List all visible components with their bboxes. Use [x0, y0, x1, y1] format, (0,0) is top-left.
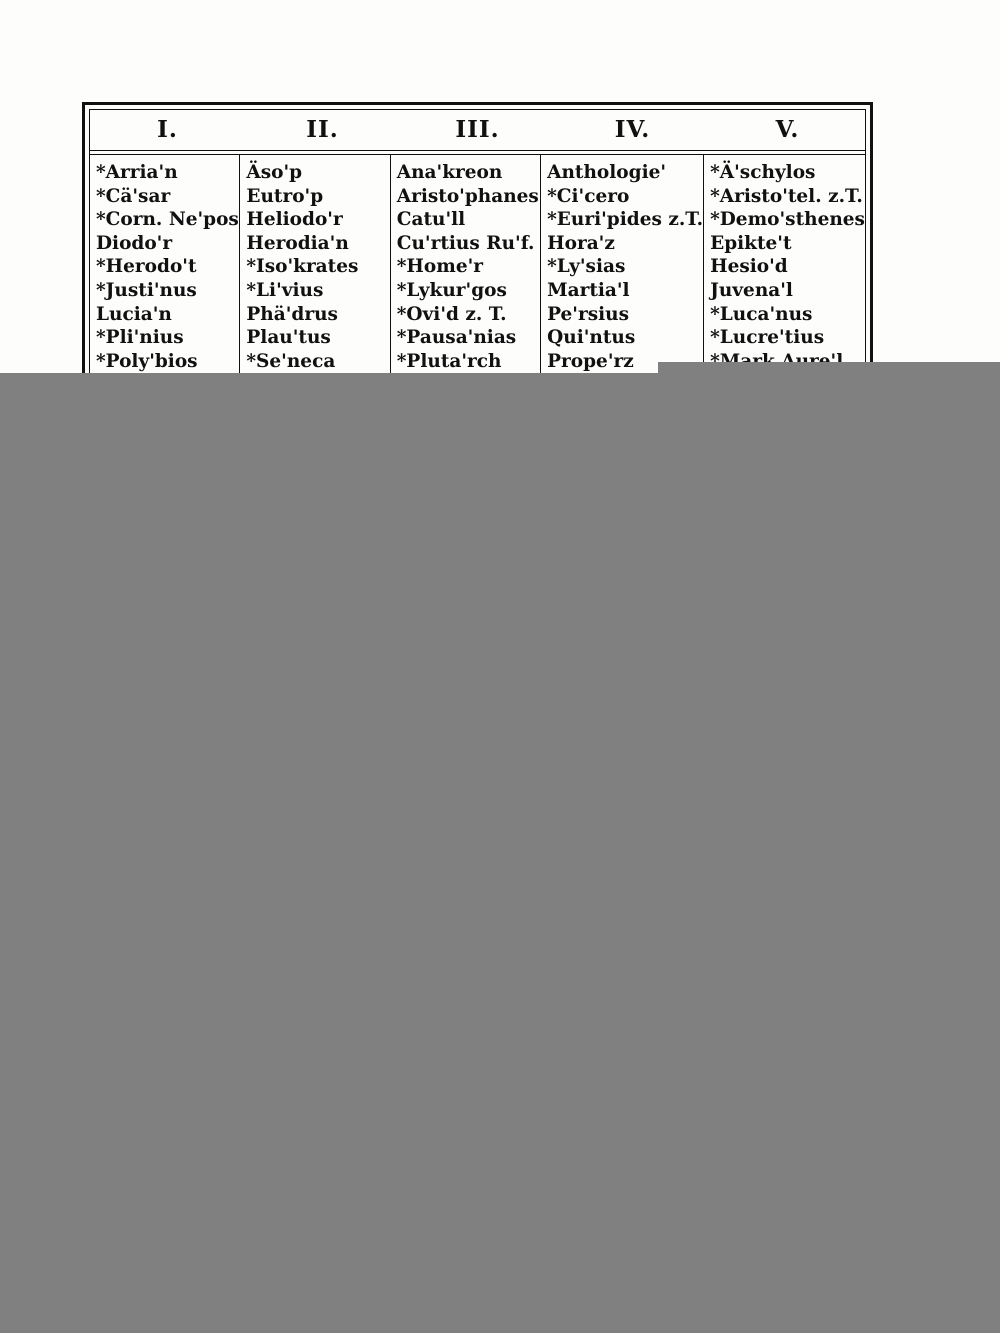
- author-entry: *Ly'sias: [547, 256, 626, 278]
- author-entry: *Poly'bios: [96, 350, 198, 372]
- author-entry: Eutro'p: [246, 185, 324, 207]
- author-entry: Aristo'phanes: [396, 185, 539, 207]
- author-entry: *Aristo'tel. z.T.: [710, 185, 863, 207]
- redaction-overlay: [0, 373, 1000, 1333]
- author-entry: Qui'ntus: [547, 327, 636, 349]
- author-entry: *Lucre'tius: [710, 327, 825, 349]
- author-entry: *Iso'krates: [246, 256, 359, 278]
- author-entry: Plau'tus: [246, 327, 331, 349]
- author-entry: *Se'neca: [246, 350, 336, 372]
- author-entry: Hesio'd: [710, 256, 788, 278]
- column-header-4: IV.: [614, 116, 651, 143]
- author-entry: Herodia'n: [246, 232, 349, 254]
- table-inner-frame: [89, 109, 866, 389]
- author-entry: *Demo'sthenes: [710, 209, 865, 231]
- author-entry: Lucia'n: [96, 303, 172, 325]
- author-entry: Pe'rsius: [547, 303, 630, 325]
- header-divider: [90, 150, 865, 151]
- column-header-5: V.: [775, 116, 800, 143]
- author-entry: *Pluta'rch: [396, 350, 502, 372]
- author-entry: Diodo'r: [96, 232, 173, 254]
- column-3: [391, 155, 541, 389]
- author-entry: Ana'kreon: [396, 162, 503, 183]
- author-entry: *Arria'n: [96, 162, 178, 183]
- author-entry: Martia'l: [547, 279, 630, 301]
- column-header-2: II.: [306, 116, 339, 143]
- column-header-1: I.: [157, 116, 178, 143]
- author-entry: Catu'll: [396, 209, 466, 231]
- author-entry: *Luca'nus: [710, 303, 813, 325]
- author-entry: *Ä'schylos: [710, 162, 816, 183]
- author-entry: Anthologie': [547, 162, 667, 183]
- author-entry: *Ovi'd z. T.: [396, 303, 507, 325]
- author-entry: *Herodo't: [96, 256, 197, 278]
- author-entry: Prope'rz: [547, 350, 634, 372]
- author-entry: *Corn. Ne'pos: [96, 209, 239, 231]
- column-header-3: III.: [455, 116, 500, 143]
- author-entry: *Justi'nus: [96, 279, 197, 301]
- column-5: [704, 155, 865, 389]
- author-entry: *Cä'sar: [96, 185, 171, 207]
- author-entry: Heliodo'r: [246, 209, 343, 231]
- column-1: [90, 155, 240, 389]
- author-entry: Äso'p: [246, 162, 303, 183]
- authors-table: [82, 102, 873, 392]
- author-entry: Hora'z: [547, 232, 615, 254]
- author-entry: *Li'vius: [246, 279, 324, 301]
- table-body: [90, 155, 865, 389]
- author-entry: *Pli'nius: [96, 327, 184, 349]
- author-entry: Juvena'l: [710, 279, 793, 301]
- table-header-row: [90, 110, 865, 150]
- author-entry: *Euri'pides z.T.: [547, 209, 704, 231]
- author-entry: *Lykur'gos: [396, 279, 507, 301]
- author-entry: *Pausa'nias: [396, 327, 517, 349]
- author-entry: Phä'drus: [246, 303, 338, 325]
- author-entry: *Home'r: [396, 256, 483, 278]
- column-4: [541, 155, 704, 389]
- author-entry: *Ci'cero: [547, 185, 630, 207]
- column-2: [240, 155, 390, 389]
- author-entry: Epikte't: [710, 232, 792, 254]
- author-entry: Cu'rtius Ru'f.: [396, 232, 535, 254]
